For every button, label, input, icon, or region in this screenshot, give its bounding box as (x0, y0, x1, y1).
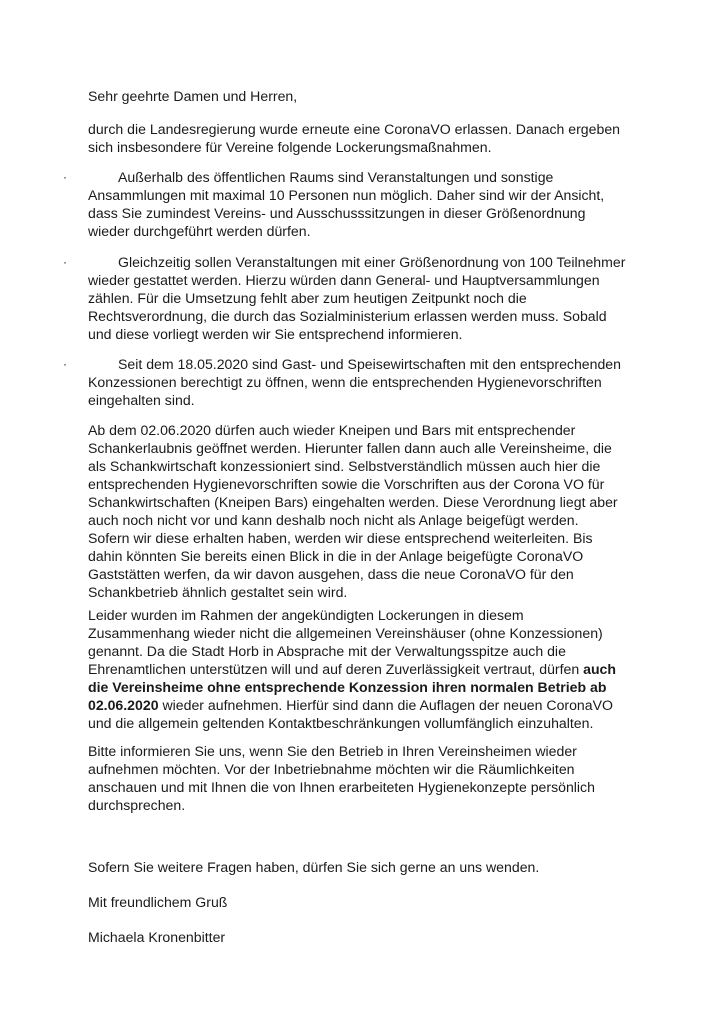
bullet-marker: · (63, 170, 67, 184)
bullet-marker: · (63, 255, 67, 269)
emphasis-date: 02.06.2020 (88, 697, 159, 713)
signature-name: Michaela Kronenbitter (88, 929, 226, 945)
intro-paragraph: durch die Landesregierung wurde erneute eine CoronaVO erlassen. Danach ergeben sich insbesondere für Vereine folgende Lockerungsmaßnahmen. (88, 121, 620, 155)
emphasis-text: die Vereinsheime ohne entsprechende Konzession ihren normalen Betrieb ab (88, 679, 607, 695)
paragraph-inform: Bitte informieren Sie uns, wenn Sie den Betrieb in Ihren Vereinsheimen wieder aufnehmen möchten. Vor der Inbetriebnahme möchten wir die Räumlichkeiten anschauen und mit Ihnen die von Ihnen erarbeiteten Hygienekonzepte persönlich durchsprechen. (88, 743, 595, 813)
bullet-item-1: · Außerhalb des öffentlichen Raums sind Veranstaltungen und sonstige Ansammlungen mit maximal 10 Personen nun möglich. Daher sind wir der Ansicht, dass Sie zumindest Vereins- und Ausschusssitzungen in dieser Größenordnung wieder durchgeführt werden dürfen. (63, 169, 605, 239)
bullet-item-2: · Gleichzeitig sollen Veranstaltungen mit einer Größenordnung von 100 Teilnehmer wieder gestattet werden. Hierzu würden dann General- und Hauptversammlungen zählen. Für die Umsetzung fehlt aber zum heutigen Zeitpunkt noch die Rechtsverordnung, die durch das Sozialministerium erlassen werden muss. Sobald und diese vorliegt werden wir Sie entsprechend informieren. (63, 254, 626, 342)
paragraph-vereinshaeuser: Leider wurden im Rahmen der angekündigten Lockerungen in diesem Zusammenhang wieder nicht die allgemeinen Vereinshäuser (ohne Konzessionen) genannt. Da die Stadt Horb in Absprache mit der Verwaltungsspitze auch die Ehrenamtlichen unterstützen will und auf deren Zuverlässigkeit vertraut, dürfen auch die Vereinsheime ohne entsprechende Konzession ihren normalen Betrieb ab 02.06.2020 wieder aufnehmen. Hierfür sind dann die Auflagen der neuen CoronaVO und die allgemein geltenden Kontaktbeschränkungen vollumfänglich einzuhalten. (88, 607, 617, 731)
paragraph-bars: Ab dem 02.06.2020 dürfen auch wieder Kneipen und Bars mit entsprechender Schankerlaubnis geöffnet werden. Hierunter fallen dann auch alle Vereinsheime, die als Schankwirtschaft konzessioniert sind. Selbstverständlich müssen auch hier die entsprechenden Hygienevorschriften sowie die Vorschriften aus der Corona VO für Schankwirtschaften (Kneipen Bars) eingehalten werden. Diese Verordnung liegt aber auch noch nicht vor und kann deshalb noch nicht als Anlage beigefügt werden. Sofern wir diese erhalten haben, werden wir diese entsprechend weiterleiten. Bis dahin könnten Sie bereits einen Blick in die in der Anlage beigefügte CoronaVO Gaststätten werfen, da wir davon ausgehen, dass die neue CoronaVO für den Schankbetrieb ähnlich gestaltet sein wird. (88, 422, 618, 600)
bullet-item-3: · Seit dem 18.05.2020 sind Gast- und Speisewirtschaften mit den entsprechenden Konzessionen berechtigt zu öffnen, wenn die entsprechenden Hygienevorschriften eingehalten sind. (63, 356, 621, 408)
emphasis-text: auch (583, 661, 617, 677)
bullet-marker: · (63, 357, 67, 371)
salutation: Sehr geehrte Damen und Herren, (88, 88, 298, 104)
closing: Mit freundlichem Gruß (88, 894, 228, 910)
questions-line: Sofern Sie weitere Fragen haben, dürfen Sie sich gerne an uns wenden. (88, 859, 540, 875)
